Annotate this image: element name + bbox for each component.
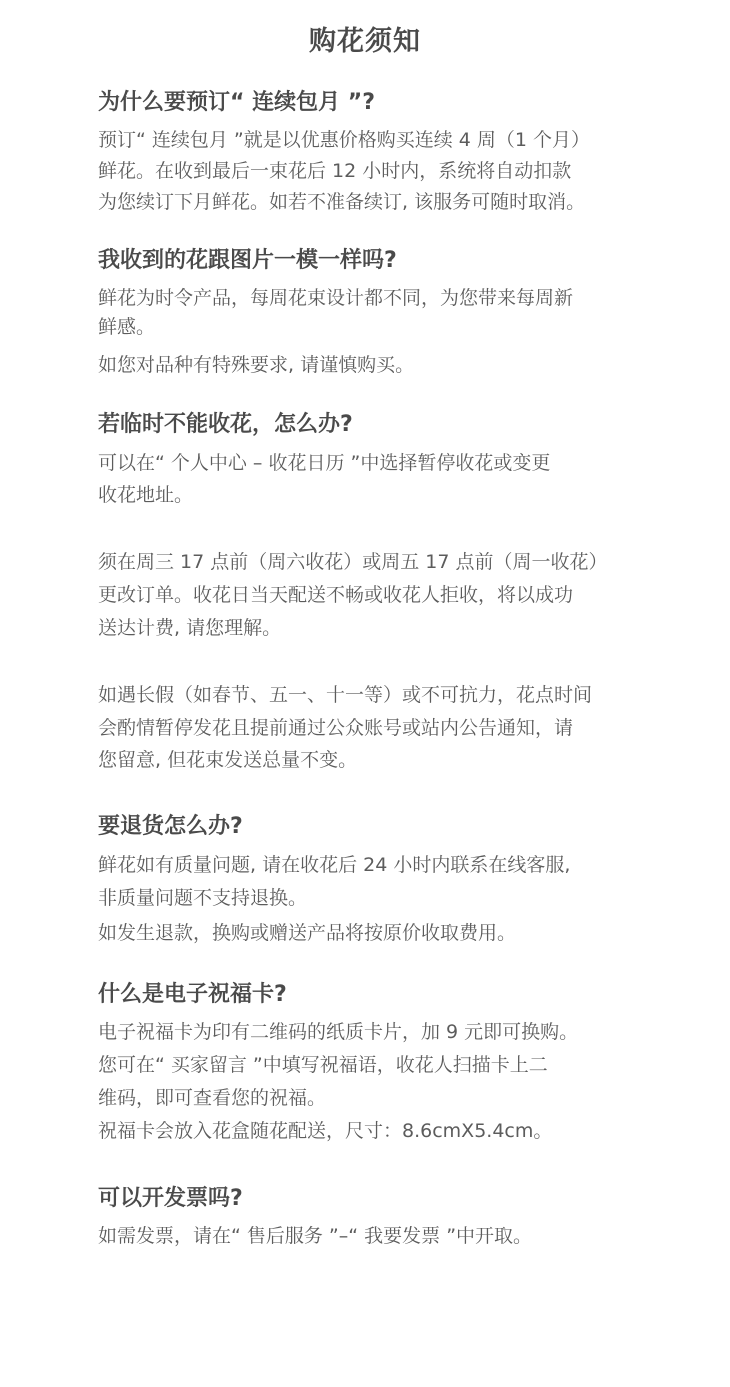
section-text-line: 收花地址。 <box>98 484 194 506</box>
section-text-line: 如需发票，请在“ 售后服务 ”–“ 我要发票 ”中开取。 <box>98 1225 533 1247</box>
section-text-line: 您留意, 但花束发送总量不变。 <box>98 749 358 771</box>
section-heading-cannot-receive: 若临时不能收花，怎么办? <box>98 412 353 437</box>
section-text-line: 可以在“ 个人中心 – 收花日历 ”中选择暂停收花或变更 <box>98 452 551 474</box>
section-text-line: 为您续订下月鲜花。如若不准备续订, 该服务可随时取消。 <box>98 191 586 213</box>
section-text-line: 鲜花为时令产品，每周花束设计都不同，为您带来每周新 <box>98 287 574 309</box>
section-heading-invoice: 可以开发票吗? <box>98 1186 243 1211</box>
section-text-line: 预订“ 连续包月 ”就是以优惠价格购买连续 4 周（1 个月） <box>98 129 591 151</box>
page-title: 购花须知 <box>309 26 421 57</box>
section-text-line: 鲜感。 <box>98 316 156 338</box>
section-text-line: 送达计费, 请您理解。 <box>98 617 282 639</box>
section-heading-picture: 我收到的花跟图片一模一样吗? <box>98 248 397 273</box>
section-text-line: 会酌情暂停发花且提前通过公众账号或站内公告通知，请 <box>98 717 574 739</box>
section-text-line: 非质量问题不支持退换。 <box>98 887 308 909</box>
section-text-line: 如遇长假（如春节、五一、十一等）或不可抗力，花点时间 <box>98 684 593 706</box>
section-text-line: 电子祝福卡为印有二维码的纸质卡片，加 9 元即可换购。 <box>98 1021 579 1043</box>
section-text-line: 如发生退款，换购或赠送产品将按原价收取费用。 <box>98 922 517 944</box>
section-text-line: 更改订单。收花日当天配送不畅或收花人拒收，将以成功 <box>98 584 574 606</box>
section-text-line: 鲜花。在收到最后一束花后 12 小时内，系统将自动扣款 <box>98 160 572 182</box>
section-text-line: 如您对品种有特殊要求, 请谨慎购买。 <box>98 354 415 376</box>
section-heading-return: 要退货怎么办? <box>98 814 243 839</box>
section-text-line: 祝福卡会放入花盒随花配送，尺寸：8.6cmX5.4cm。 <box>98 1120 553 1142</box>
section-text-line: 维码，即可查看您的祝福。 <box>98 1087 327 1109</box>
section-heading-subscription: 为什么要预订“ 连续包月 ”? <box>98 90 375 115</box>
section-text-line: 您可在“ 买家留言 ”中填写祝福语，收花人扫描卡上二 <box>98 1054 548 1076</box>
section-text-line: 鲜花如有质量问题, 请在收花后 24 小时内联系在线客服, <box>98 854 571 876</box>
section-text-line: 须在周三 17 点前（周六收花）或周五 17 点前（周一收花） <box>98 551 608 573</box>
section-heading-greeting-card: 什么是电子祝福卡? <box>98 982 287 1007</box>
